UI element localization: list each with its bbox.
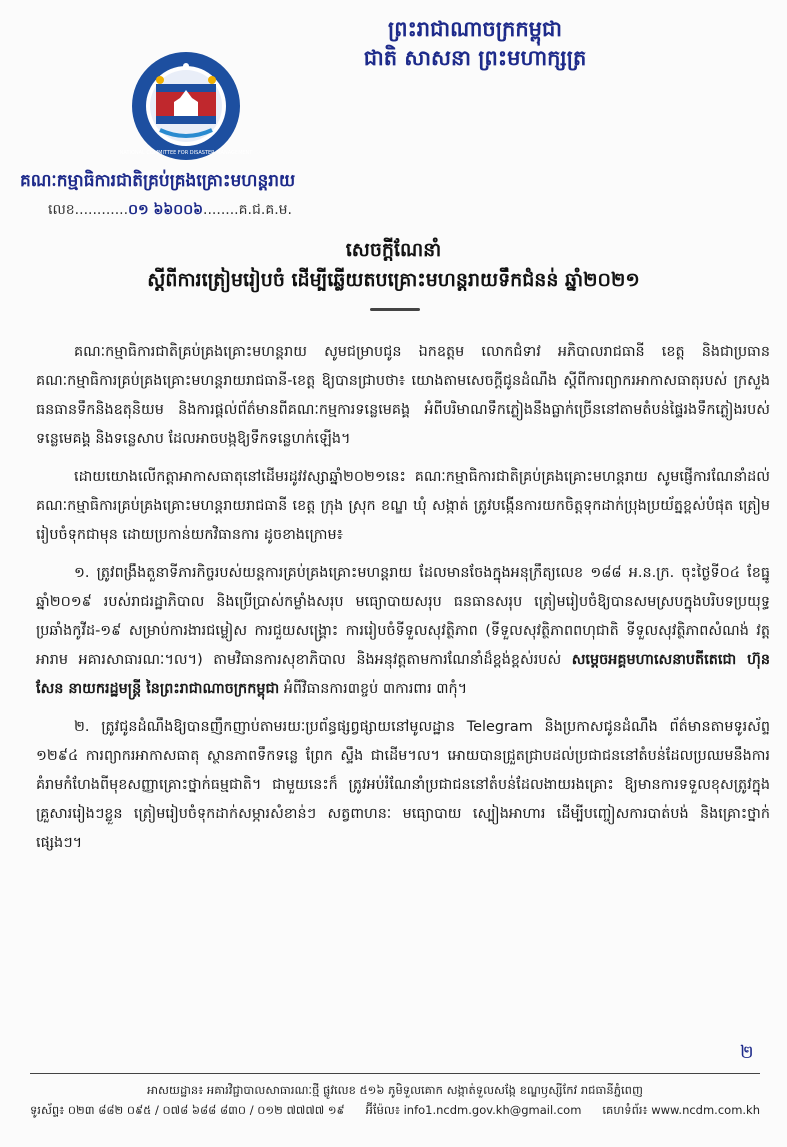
footer-divider [30,1073,760,1074]
paragraph-1: គណៈកម្មាធិការជាតិគ្រប់គ្រងគ្រោះមហន្តរាយ សូមជម្រាបជូន ឯកឧត្តម លោកជំទាវ អភិបាលរាជធានី ខេត្ត និងជាប្រធានគណៈកម្មាធិការគ្រប់គ្រងគ្រោះមហន្តរាយរាជធានី-ខេត្ត ឱ្យបានជ្រាបថា៖ យោងតាមសេចក្តីជូនដំណឹង ស្តីពីការព្យាករអាកាសធាតុរបស់ ក្រសួងធនធានទឹកនិងឧតុនិយម និងការផ្តល់ព័ត៌មានពីគណៈកម្មការទន្លេមេគង្គ អំពីបរិមាណទឹកភ្លៀងនឹងធ្លាក់ច្រើននៅតាមតំបន់ផ្ទៃរងទឹកភ្លៀងរបស់ទន្លេមេគង្គ និងទន្លេសាប ដែលអាចបង្កឱ្យទឹកទន្លេហក់ឡើង។ [36,344,770,447]
footer [30,1080,760,1120]
title-line-1: សេចក្តីណែនាំ [345,239,442,261]
ref-suffix: គ.ជ.គ.ម. [238,202,292,218]
footer-website: គេហទំព័រ៖ www.ncdm.com.kh [602,1103,760,1117]
logo-caption: NATIONAL COMMITTEE FOR DISASTER MANAGEMENT [119,150,253,156]
organization-name: គណៈកម្មាធិការជាតិគ្រប់គ្រងគ្រោះមហន្តរាយ [20,171,296,191]
title-line-2: ស្តីពីការត្រៀមរៀបចំ ដើម្បីឆ្លើយតបគ្រោះមហន្តរាយទឹកជំនន់ ឆ្នាំ២០២១ [147,269,640,291]
ref-dots-2: ........ [203,202,239,218]
ref-number: ០១ ៦៦០០៦ [128,202,204,218]
ref-dots-1: ............ [74,202,129,218]
title-divider [370,308,420,311]
document-body [36,338,770,867]
kingdom-header [300,14,650,72]
paragraph-2: ដោយយោងលើកត្តាអាកាសធាតុនៅដើមរដូវវស្សាឆ្នាំ២០២១នេះ គណៈកម្មាធិការជាតិគ្រប់គ្រងគ្រោះមហន្តរាយ សូមផ្ញើការណែនាំដល់គណៈកម្មាធិការគ្រប់គ្រងគ្រោះមហន្តរាយរាជធានី ខេត្ត ក្រុង ស្រុក ខណ្ឌ ឃុំ សង្កាត់ ត្រូវបង្កើនការយកចិត្តទុកដាក់ប្រុងប្រយ័ត្នខ្ពស់បំផុត ត្រៀមរៀបចំទុកជាមុន ដោយប្រកាន់យកវិធានការ ដូចខាងក្រោម៖ [36,469,770,543]
footer-phone: ទូរស័ព្ទ៖ ០២៣ ៨៨២ ០៩៥ / ០៧៨ ៦៨៨ ៨៣០ / ០១២ ៧៧៧៧ ១៩ [30,1103,345,1117]
footer-email: អ៊ីម៉ែល៖ info1.ncdm.gov.kh@gmail.com [365,1103,582,1117]
footer-contacts [30,1100,760,1120]
paragraph-3-end: អំពីវិធានការ៣ខ្ចប់ ៣ការពារ ៣កុំ។ [283,681,468,697]
ref-label: លេខ [48,202,75,218]
reference-line [48,200,292,221]
prime-minister-name: សម្តេចអគ្គមហាសេនាបតីតេជោ ហ៊ុន សែន នាយករដ្ឋមន្ត្រី នៃព្រះរាជាណាចក្រកម្ពុជា [36,652,770,697]
document-title [0,235,787,295]
paragraph-4: ២. ត្រូវជូនដំណឹងឱ្យបានញឹកញាប់តាមរយៈប្រព័ន្ធផ្សព្វផ្សាយនៅមូលដ្ឋាន Telegram និងប្រកាសជូនដំណឹង ព័ត៌មានតាមទូរស័ព្ទ ១២៩៤ ការព្យាករអាកាសធាតុ ស្ថានភាពទឹកទន្លេ ព្រែក ស្ទឹង ជាដើម។ល។ អោយបានជ្រួតជ្រាបដល់ប្រជាជននៅតំបន់ដែលប្រឈមនឹងការគំរាមកំហែងពីមុខសញ្ញាគ្រោះថ្នាក់ធម្មជាតិ។ ជាមួយនេះក៏ ត្រូវអប់រំណែនាំប្រជាជននៅតំបន់ដែលងាយរងគ្រោះ ឱ្យមានការទទួលខុសត្រូវក្នុងគ្រួសាររៀងៗខ្លួន ត្រៀមរៀបចំទុកដាក់សម្ភារសំខាន់ៗ សត្វពាហនៈ មធ្យោបាយ ស្បៀងអាហារ ដើម្បីបញ្ចៀសការបាត់បង់ និងគ្រោះថ្នាក់ផ្សេងៗ។ [36,719,770,851]
page-number: ២ [740,1042,754,1063]
footer-address: អាសយដ្ឋាន៖ អគារវិជ្ជាបាលសាធារណៈថ្មី ផ្លូវលេខ ៥១៦ ភូមិទួលគោក សង្កាត់ទួលសង្កែ ខណ្ឌឫស្សីកែវ រាជធានីភ្នំពេញ [147,1083,643,1097]
paragraph-3-text: ១. ត្រូវពង្រឹងតួនាទីភារកិច្ចរបស់យន្តការគ្រប់គ្រងគ្រោះមហន្តរាយ ដែលមានចែងក្នុងអនុក្រឹត្យលេខ ១៨៨ អ.ន.ក្រ. ចុះថ្ងៃទី០៤ ខែធ្នូ ឆ្នាំ២០១៩ របស់រាជរដ្ឋាភិបាល និងប្រើប្រាស់កម្លាំងសរុប មធ្យោបាយសរុប ធនធានសរុប ត្រៀមរៀបចំឱ្យបានសមស្របក្នុងបរិបទប្រយុទ្ធប្រឆាំងកូវីដ-១៩ សម្រាប់ការងារជម្លៀស ការជួយសង្គ្រោះ ការរៀបចំទីទួលសុវត្ថិភាព (ទីទួលសុវត្ថិភាពពហុជាតិ ទីទួលសុវត្ថិភាពសំណង់ វត្តអារាម អគារសាធារណៈ។ល។) តាមវិធានការសុខាភិបាល និងអនុវត្តតាមការណែនាំដ៏ខ្ពង់ខ្ពស់របស់ [36,565,770,668]
ncdm-logo [119,50,253,162]
paragraph-3 [36,559,770,704]
kingdom-name: ព្រះរាជាណាចក្រកម្ពុជា [387,16,562,41]
national-motto: ជាតិ សាសនា ព្រះមហាក្សត្រ [363,45,587,70]
